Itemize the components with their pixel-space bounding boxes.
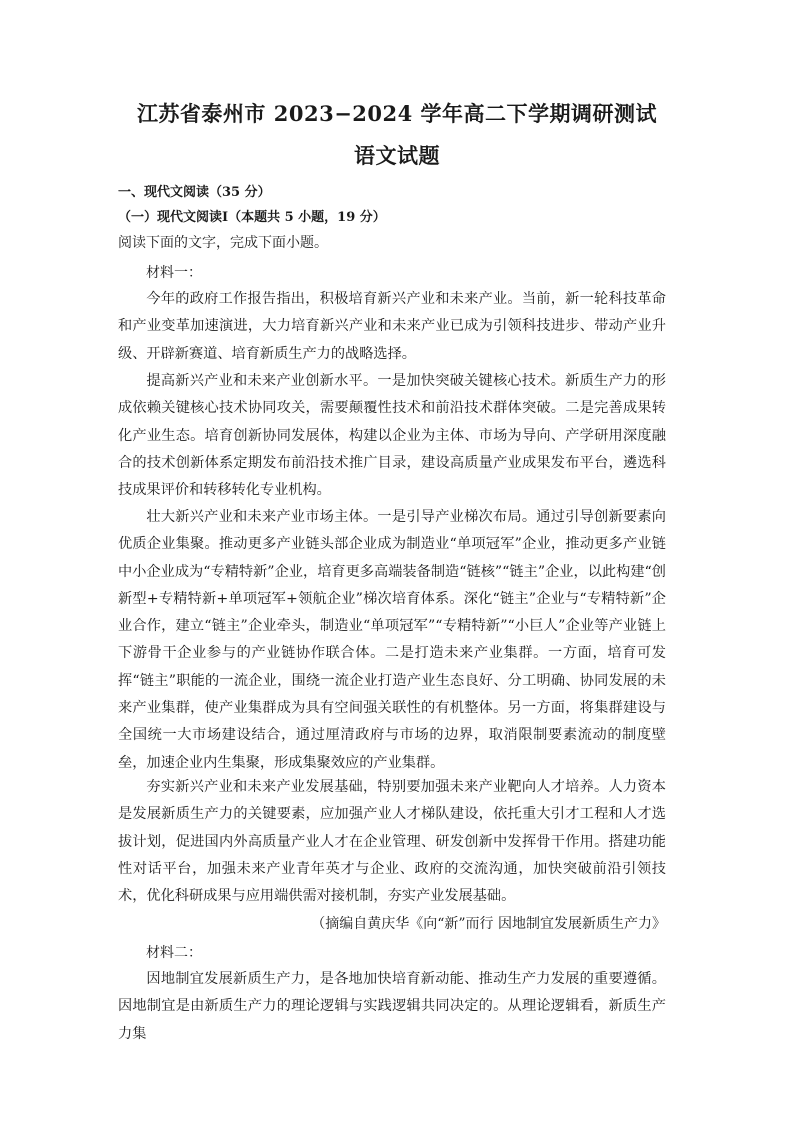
subsection-heading: （一）现代文阅读Ⅰ（本题共 5 小题，19 分）: [118, 210, 386, 225]
document-title: 江苏省泰州市 2023−2024 学年高二下学期调研测试: [136, 101, 658, 126]
material-one-paragraph-3: 壮大新兴产业和未来产业市场主体。一是引导产业梯次布局。通过引导创新要素向优质企业集聚。推动更多产业链头部企业成为制造业“单项冠军”企业，推动更多产业链中小企业成为“专精特新”企业，培育更多高端装备制造“链核”“链主”企业，以此构建“创新型+专精特新+单项冠军+领航企业”梯次培育体系。深化“链主”企业与“专精特新”企业合作，建立“链主”企业牵头，制造业“单项冠军”“专精特新”“小巨人”企业等产业链上下游骨干企业参与的产业链协作联合体。二是打造未来产业集群。一方面，培育可发挥“链主”职能的一流企业，围绕一流企业打造产业生态良好、分工明确、协同发展的未来产业集群，使产业集群成为具有空间强关联性的有机整体。另一方面，将集群建设与全国统一大市场建设结合，通过厘清政府与市场的边界，取消限制要素流动的制度壁垒，加速企业内生集聚，形成集聚效应的产业集群。: [118, 509, 666, 771]
section-heading: 一、现代文阅读（35 分）: [118, 185, 271, 200]
reading-instruction: 阅读下面的文字，完成下面小题。: [118, 235, 328, 251]
material-two-label: 材料二：: [146, 945, 202, 961]
material-one-source: （摘编自黄庆华《向“新”而行 因地制宜发展新质生产力》: [311, 916, 666, 932]
material-one-label: 材料一：: [146, 265, 202, 281]
material-two-paragraph-1: 因地制宜发展新质生产力，是各地加快培育新动能、推动生产力发展的重要遵循。因地制宜是由新质生产力的理论逻辑与实践逻辑共同决定的。从理论逻辑看，新质生产力集: [118, 971, 666, 1042]
material-one-paragraph-1: 今年的政府工作报告指出，积极培育新兴产业和未来产业。当前，新一轮科技革命和产业变革加速演进，大力培育新兴产业和未来产业已成为引领科技进步、带动产业升级、开辟新赛道、培育新质生产力的战略选择。: [118, 291, 666, 362]
material-one-paragraph-4: 夯实新兴产业和未来产业发展基础，特别要加强未来产业靶向人才培养。人力资本是发展新质生产力的关键要素，应加强产业人才梯队建设，依托重大引才工程和人才选拔计划，促进国内外高质量产业人才在企业管理、研发创新中发挥骨干作用。搭建功能性对话平台，加强未来产业青年英才与企业、政府的交流沟通，加快突破前沿引领技术，优化科研成果与应用端供需对接机制，夯实产业发展基础。: [118, 779, 666, 905]
material-one-paragraph-2: 提高新兴产业和未来产业创新水平。一是加快突破关键核心技术。新质生产力的形成依赖关键核心技术协同攻关，需要颠覆性技术和前沿技术群体突破。二是完善成果转化产业生态。培育创新协同发展体，构建以企业为主体、市场为导向、产学研用深度融合的技术创新体系定期发布前沿技术推广目录，建设高质量产业成果发布平台，遴选科技成果评价和转移转化专业机构。: [118, 373, 666, 499]
document-subtitle: 语文试题: [354, 143, 440, 168]
